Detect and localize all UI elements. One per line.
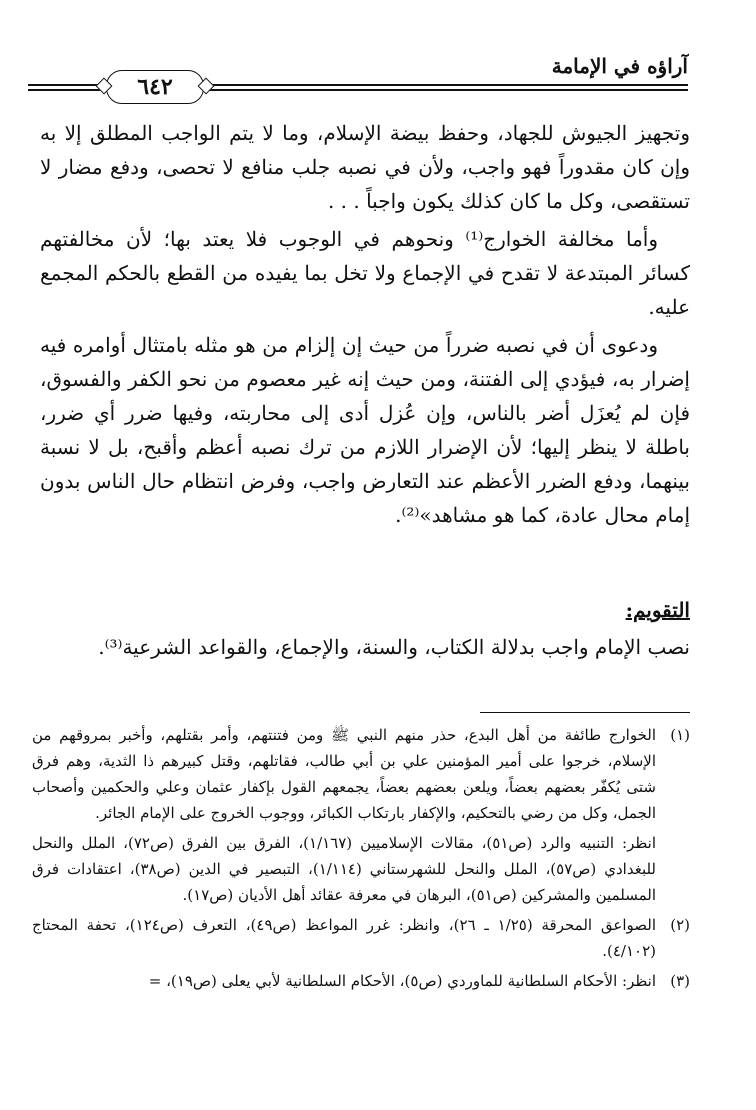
footnote-number	[656, 830, 690, 908]
paragraph: وتجهيز الجيوش للجهاد، وحفظ بيضة الإسلام، وما لا يتم الواجب المطلق إلا به وإن كان مقدوراً فهو واجب، ولأن في نصبه جلب منافع لا تحصى، ودفع مضار لا تستقصى، وكل ما كان كذلك يكون واجباً . . .	[40, 121, 690, 213]
footnote	[32, 722, 690, 826]
footnote	[32, 968, 690, 994]
footnote-text: انظر: الأحكام السلطانية للماوردي (ص٥)، الأحكام السلطانية لأبي يعلى (ص١٩)، =	[148, 972, 656, 990]
page-header	[28, 54, 688, 104]
page-number: ٦٤٢	[106, 70, 204, 104]
footnote-separator	[480, 712, 690, 713]
paragraph: وأما مخالفة الخوارج⁽¹⁾ ونحوهم في الوجوب فلا يعتد بها؛ لأن مخالفتهم كسائر المبتدعة لا تقدح في الإجماع ولا تخل بما يفيده من القطع بالحكم المجمع عليه.	[40, 227, 690, 319]
section-body	[40, 630, 690, 664]
footnotes	[32, 722, 690, 998]
footnote-number: (٣)	[670, 972, 690, 990]
section-heading: التقويم:	[625, 598, 690, 622]
footnote-number: (٢)	[670, 916, 690, 934]
footnote-text: الصواعق المحرقة (١/٢٥ ـ ٢٦)، وانظر: غرر المواعظ (ص٤٩)، التعرف (ص١٢٤)، تحفة المحتاج (٤/١٠٢).	[32, 916, 657, 960]
footnote	[32, 912, 690, 964]
running-title: آراؤه في الإمامة	[551, 54, 688, 78]
paragraph: نصب الإمام واجب بدلالة الكتاب، والسنة، والإجماع، والقواعد الشرعية⁽³⁾.	[98, 635, 690, 659]
paragraph: ودعوى أن في نصبه ضرراً من حيث إن إلزام من هو مثله بامتثال أوامره فيه إضرار به، فيؤدي إلى الفتنة، ومن حيث إنه غير معصوم من نحو الكفر والفسوق، فإن لم يُعزَل أضر بالناس، وإن عُزل أدى إلى محاربته، وفيها ضرر أي ضرر، باطلة لا ينظر إليها؛ لأن الإضرار اللازم من ترك نصبه أعظم وأقبح، بل لا نسبة بينهما، ودفع الضرر الأعظم عند التعارض واجب، وفرض انتظام حال الناس بدون إمام محال عادة، كما هو مشاهد»⁽²⁾.	[40, 333, 690, 527]
footnote-number: (١)	[670, 726, 690, 744]
footnote	[32, 830, 690, 908]
main-text	[40, 116, 690, 532]
footnote-text: الخوارج طائفة من أهل البدع، حذر منهم النبي ﷺ ومن فتنتهم، وأمر بقتلهم، وأخبر بمروقهم من الإسلام، خرجوا على أمير المؤمنين علي بن أبي طالب، فقاتلهم، وقتل كبيرهم ذا الثدية، وهم فرق شتى يُكفّر بعضهم بعضاً، ويلعن بعضهم بعضاً، يجمعهم القول بإكفار عثمان وعلي والحكمين وأصحاب الجمل، وكل من رضي بالتحكيم، والإكفار بارتكاب الكبائر، ووجوب الخروج على الإمام الجائر.	[32, 726, 656, 822]
footnote-text: انظر: التنبيه والرد (ص٥١)، مقالات الإسلاميين (١/١٦٧)، الفرق بين الفرق (ص٧٢)، الملل والنحل للبغدادي (ص٥٧)، الملل والنحل للشهرستاني (١/١١٤)، التبصير في الدين (ص٣٨)، اعتقادات فرق المسلمين والمشركين (ص٥١)، البرهان في معرفة عقائد أهل الأديان (ص١٧).	[32, 834, 657, 904]
